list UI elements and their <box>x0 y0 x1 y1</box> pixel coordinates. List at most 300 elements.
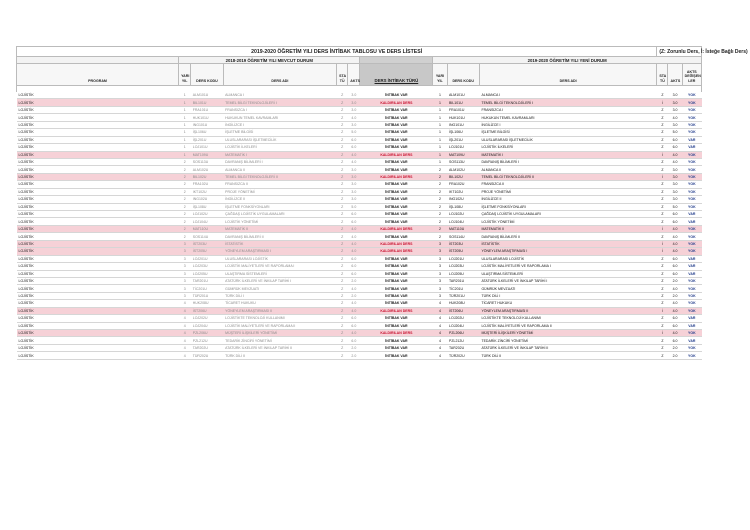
intibak-type-cell: KALDIRILAN DERS <box>360 307 433 314</box>
old-status-cell: Z <box>337 114 348 121</box>
program-cell: LOJİSTİK <box>17 136 179 143</box>
akts-changed-cell: YOK <box>682 203 701 210</box>
new-name-cell: LOJİSTİK MALİYETLERİ VE RAPORLAMA I <box>479 263 656 270</box>
table-row <box>17 344 702 351</box>
akts-changed-cell: VAR <box>682 136 701 143</box>
new-akts-cell: 6.0 <box>668 255 682 262</box>
program-cell: LOJİSTİK <box>17 277 179 284</box>
new-akts-cell: 3.0 <box>668 166 682 173</box>
new-code-cell: İŞL106U <box>447 129 479 136</box>
new-status-cell: Z <box>657 181 668 188</box>
old-name-cell: TİCARET HUKUKU <box>223 300 336 307</box>
new-status-cell: Z <box>657 129 668 136</box>
new-akts-cell: 3.0 <box>668 173 682 180</box>
new-semester-cell: 2 <box>433 166 447 173</box>
new-name-cell: İNGİLİZCE II <box>479 196 656 203</box>
table-row <box>17 292 702 299</box>
table-row <box>17 322 702 329</box>
new-name-cell: İSTATİSTİK <box>479 240 656 247</box>
table-row <box>17 330 702 337</box>
col-intibak-turu: DERS İNTİBAK TÜRÜ <box>360 64 433 86</box>
table-row <box>17 181 702 188</box>
akts-changed-cell: YOK <box>682 188 701 195</box>
new-akts-cell: 4.0 <box>668 300 682 307</box>
new-semester-cell: 3 <box>433 255 447 262</box>
new-name-cell: LOJİSTİK İLKELERİ <box>479 144 656 151</box>
old-name-cell: LOJİSTİK YÖNETİMİ <box>223 218 336 225</box>
new-semester-cell: 4 <box>433 352 447 359</box>
old-name-cell: ATATÜRK İLKELERİ VE İNKILAP TARİHİ II <box>223 344 336 351</box>
new-code-cell: FRA101U <box>447 106 479 113</box>
new-code-cell: HUK208U <box>447 300 479 307</box>
new-akts-cell: 4.0 <box>668 240 682 247</box>
new-status-cell: İ <box>657 151 668 158</box>
akts-changed-cell: VAR <box>682 211 701 218</box>
old-status-cell: Z <box>337 352 348 359</box>
intibak-type-cell: KALDIRILAN DERS <box>360 99 433 106</box>
intibak-type-cell: İNTİBAK VAR <box>360 181 433 188</box>
old-name-cell: MATEMATİK I <box>223 151 336 158</box>
new-name-cell: PROJE YÖNETİMİ <box>479 188 656 195</box>
table-row <box>17 263 702 270</box>
new-status-cell: Z <box>657 211 668 218</box>
new-code-cell: İŞL201U <box>447 136 479 143</box>
new-status-cell: Z <box>657 196 668 203</box>
new-akts-cell: 6.0 <box>668 218 682 225</box>
old-name-cell: YÖNEYLEM ARAŞTIRMASI II <box>223 307 336 314</box>
intibak-type-cell: İNTİBAK VAR <box>360 158 433 165</box>
old-name-cell: TÜRK DİLİ I <box>223 292 336 299</box>
intibak-type-cell: İNTİBAK VAR <box>360 114 433 121</box>
course-rows <box>17 92 702 360</box>
old-code-cell: MAT109U <box>191 151 223 158</box>
intibak-type-cell: İNTİBAK VAR <box>360 129 433 136</box>
old-akts-cell: 2.0 <box>348 352 360 359</box>
new-status-cell: Z <box>657 144 668 151</box>
new-akts-cell: 4.0 <box>668 158 682 165</box>
table-row <box>17 129 702 136</box>
table-row <box>17 218 702 225</box>
new-akts-cell: 4.0 <box>668 233 682 240</box>
old-semester-cell: 3 <box>179 263 191 270</box>
old-akts-cell: 6.0 <box>348 136 360 143</box>
program-cell: LOJİSTİK <box>17 173 179 180</box>
new-code-cell: PZL206U <box>447 330 479 337</box>
new-code-cell: ING101U <box>447 121 479 128</box>
old-name-cell: TEMEL BİLGİ TEKNOLOJİLERİ I <box>223 99 336 106</box>
old-semester-cell: 2 <box>179 225 191 232</box>
old-status-cell: Z <box>337 151 348 158</box>
new-name-cell: TEMEL BİLGİ TEKNOLOJİLERİ II <box>479 173 656 180</box>
new-code-cell: BIL101U <box>447 99 479 106</box>
new-code-cell: BIL102U <box>447 173 479 180</box>
table-row <box>17 106 702 113</box>
old-code-cell: IKT102U <box>191 188 223 195</box>
table-row <box>17 114 702 121</box>
old-name-cell: DAVRANIŞ BİLİMLERİ II <box>223 233 336 240</box>
akts-changed-cell: YOK <box>682 114 701 121</box>
old-status-cell: Z <box>337 270 348 277</box>
akts-changed-cell: VAR <box>682 263 701 270</box>
new-akts-cell: 3.0 <box>668 99 682 106</box>
new-semester-cell: 4 <box>433 315 447 322</box>
old-semester-cell: 2 <box>179 196 191 203</box>
new-name-cell: FRANSIZCA II <box>479 181 656 188</box>
old-akts-cell: 6.0 <box>348 322 360 329</box>
old-akts-cell: 2.0 <box>348 292 360 299</box>
old-semester-cell: 2 <box>179 181 191 188</box>
akts-changed-cell: VAR <box>682 322 701 329</box>
table-row <box>17 300 702 307</box>
old-status-cell: Z <box>337 233 348 240</box>
intibak-table <box>16 46 748 360</box>
new-code-cell: İST205U <box>447 248 479 255</box>
old-code-cell: HUK208U <box>191 300 223 307</box>
table-row <box>17 136 702 143</box>
new-akts-cell: 3.0 <box>668 121 682 128</box>
program-cell: LOJİSTİK <box>17 344 179 351</box>
new-akts-cell: 2.0 <box>668 277 682 284</box>
akts-changed-cell: YOK <box>682 106 701 113</box>
old-status-cell: Z <box>337 285 348 292</box>
akts-changed-cell: YOK <box>682 330 701 337</box>
table-row <box>17 352 702 359</box>
new-code-cell: SOS113U <box>447 158 479 165</box>
old-status-cell: Z <box>337 307 348 314</box>
new-semester-cell: 4 <box>433 307 447 314</box>
old-code-cell: HUK101U <box>191 114 223 121</box>
new-name-cell: TEMEL BİLGİ TEKNOLOJİLERİ I <box>479 99 656 106</box>
akts-changed-cell: YOK <box>682 292 701 299</box>
legend-note: (Z: Zorunlu Ders, İ: İsteğe Bağlı Ders) <box>657 47 702 57</box>
new-akts-cell: 6.0 <box>668 337 682 344</box>
new-name-cell: İŞLETME BİLGİSİ <box>479 129 656 136</box>
new-status-cell: İ <box>657 248 668 255</box>
old-semester-cell: 1 <box>179 151 191 158</box>
old-semester-cell: 1 <box>179 99 191 106</box>
old-akts-cell: 2.0 <box>348 277 360 284</box>
table-row <box>17 277 702 284</box>
col-akts-degisen: AKTS DEĞİŞEN LER <box>682 64 701 86</box>
program-cell: LOJİSTİK <box>17 300 179 307</box>
table-row <box>17 196 702 203</box>
new-akts-cell: 6.0 <box>668 322 682 329</box>
old-name-cell: LOJİSTİKTE TEKNOLOJİ KULLANIMI <box>223 315 336 322</box>
old-status-cell: Z <box>337 181 348 188</box>
old-code-cell: LOJ102U <box>191 211 223 218</box>
old-code-cell: ING102U <box>191 196 223 203</box>
old-semester-cell: 3 <box>179 292 191 299</box>
old-status-cell: Z <box>337 196 348 203</box>
akts-changed-cell: YOK <box>682 248 701 255</box>
table-row <box>17 255 702 262</box>
new-semester-cell: 1 <box>433 151 447 158</box>
old-semester-cell: 2 <box>179 203 191 210</box>
table-row <box>17 203 702 210</box>
old-semester-cell: 4 <box>179 307 191 314</box>
new-name-cell: İNGİLİZCE I <box>479 121 656 128</box>
new-code-cell: ALM101U <box>447 92 479 99</box>
new-semester-cell: 1 <box>433 136 447 143</box>
old-semester-cell: 4 <box>179 322 191 329</box>
old-akts-cell: 3.0 <box>348 92 360 99</box>
old-semester-cell: 3 <box>179 277 191 284</box>
new-akts-cell: 4.0 <box>668 114 682 121</box>
old-status-cell: Z <box>337 121 348 128</box>
old-name-cell: ALMANCA I <box>223 92 336 99</box>
old-name-cell: İSTATİSTİK <box>223 240 336 247</box>
old-name-cell: LOJİSTİK İLKELERİ <box>223 144 336 151</box>
new-status-cell: Z <box>657 315 668 322</box>
old-section-header: 2018-2019 ÖĞRETİM YILI MEVCUT DURUM <box>179 57 360 64</box>
akts-changed-cell: YOK <box>682 285 701 292</box>
old-semester-cell: 1 <box>179 92 191 99</box>
new-name-cell: DAVRANIŞ BİLİMLERİ II <box>479 233 656 240</box>
old-status-cell: Z <box>337 92 348 99</box>
new-status-cell: Z <box>657 263 668 270</box>
old-code-cell: MAT110U <box>191 225 223 232</box>
new-status-cell: Z <box>657 188 668 195</box>
program-cell: LOJİSTİK <box>17 181 179 188</box>
old-status-cell: Z <box>337 211 348 218</box>
akts-changed-cell: VAR <box>682 315 701 322</box>
new-name-cell: MATEMATİK I <box>479 151 656 158</box>
akts-changed-cell: VAR <box>682 144 701 151</box>
new-code-cell: ALM102U <box>447 166 479 173</box>
new-status-cell: Z <box>657 218 668 225</box>
new-section-header: 2019-2020 ÖĞRETİM YILI YENİ DURUM <box>433 57 702 64</box>
new-name-cell: TİCARET HUKUKU <box>479 300 656 307</box>
new-semester-cell: 3 <box>433 270 447 277</box>
col-akts: AKTS <box>348 64 360 86</box>
new-name-cell: TÜRK DİLİ II <box>479 352 656 359</box>
new-code-cell: MAT110U <box>447 225 479 232</box>
new-status-cell: Z <box>657 344 668 351</box>
old-name-cell: HUKUKUN TEMEL KAVRAMLARI <box>223 114 336 121</box>
akts-changed-cell: VAR <box>682 255 701 262</box>
new-name-cell: LOJİSTİK YÖNETİMİ <box>479 218 656 225</box>
new-akts-cell: 6.0 <box>668 144 682 151</box>
program-cell: LOJİSTİK <box>17 166 179 173</box>
old-name-cell: PROJE YÖNETİMİ <box>223 188 336 195</box>
new-name-cell: GÜMRÜK MEVZUATI <box>479 285 656 292</box>
old-akts-cell: 3.0 <box>348 181 360 188</box>
document-title: 2019-2020 ÖĞRETİM YILI DERS İNTİBAK TABLOSU VE DERS LİSTESİ <box>17 47 657 57</box>
program-cell: LOJİSTİK <box>17 106 179 113</box>
old-name-cell: ULUSLARARASI LOJİSTİK <box>223 255 336 262</box>
table-row <box>17 270 702 277</box>
old-code-cell: LOJ203U <box>191 263 223 270</box>
old-status-cell: Z <box>337 144 348 151</box>
intibak-type-cell: İNTİBAK VAR <box>360 255 433 262</box>
old-semester-cell: 4 <box>179 315 191 322</box>
new-akts-cell: 5.0 <box>668 129 682 136</box>
old-semester-cell: 1 <box>179 129 191 136</box>
new-status-cell: Z <box>657 337 668 344</box>
new-semester-cell: 3 <box>433 248 447 255</box>
new-status-cell: Z <box>657 158 668 165</box>
new-akts-cell: 4.0 <box>668 307 682 314</box>
program-cell: LOJİSTİK <box>17 158 179 165</box>
old-semester-cell: 1 <box>179 144 191 151</box>
akts-changed-cell: YOK <box>682 277 701 284</box>
new-name-cell: ULUSLARARASI İŞLETMECİLİK <box>479 136 656 143</box>
old-akts-cell: 6.0 <box>348 315 360 322</box>
old-semester-cell: 3 <box>179 255 191 262</box>
old-status-cell: Z <box>337 292 348 299</box>
old-name-cell: GÜMRÜK MEVZUATI <box>223 285 336 292</box>
new-akts-cell: 3.0 <box>668 92 682 99</box>
col-new-ders-adi: DERS ADI <box>479 64 656 86</box>
col-new-yariyil: YARI YIL <box>433 64 447 86</box>
program-cell: LOJİSTİK <box>17 225 179 232</box>
old-semester-cell: 1 <box>179 136 191 143</box>
new-status-cell: İ <box>657 225 668 232</box>
akts-changed-cell: VAR <box>682 270 701 277</box>
old-name-cell: DAVRANIŞ BİLİMLERİ I <box>223 158 336 165</box>
intibak-type-cell: İNTİBAK VAR <box>360 233 433 240</box>
intibak-type-cell: İNTİBAK VAR <box>360 270 433 277</box>
old-name-cell: ATATÜRK İLKELERİ VE İNKILAP TARİHİ I <box>223 277 336 284</box>
table-row <box>17 121 702 128</box>
new-semester-cell: 3 <box>433 240 447 247</box>
old-akts-cell: 4.0 <box>348 158 360 165</box>
intibak-type-cell: İNTİBAK VAR <box>360 203 433 210</box>
new-semester-cell: 1 <box>433 92 447 99</box>
akts-changed-cell: YOK <box>682 121 701 128</box>
old-akts-cell: 6.0 <box>348 144 360 151</box>
program-cell: LOJİSTİK <box>17 263 179 270</box>
old-code-cell: FRA102U <box>191 181 223 188</box>
old-status-cell: Z <box>337 330 348 337</box>
new-name-cell: ULAŞTIRMA SİSTEMLERİ <box>479 270 656 277</box>
old-status-cell: Z <box>337 188 348 195</box>
old-code-cell: SOS113U <box>191 158 223 165</box>
old-semester-cell: 2 <box>179 188 191 195</box>
new-code-cell: TÜR202U <box>447 352 479 359</box>
intibak-type-cell: İNTİBAK VAR <box>360 285 433 292</box>
new-akts-cell: 3.0 <box>668 181 682 188</box>
new-semester-cell: 2 <box>433 188 447 195</box>
program-cell: LOJİSTİK <box>17 248 179 255</box>
new-semester-cell: 3 <box>433 292 447 299</box>
new-akts-cell: 6.0 <box>668 263 682 270</box>
program-cell: LOJİSTİK <box>17 285 179 292</box>
new-akts-cell: 3.0 <box>668 106 682 113</box>
old-code-cell: TİC201U <box>191 285 223 292</box>
intibak-type-cell: İNTİBAK VAR <box>360 218 433 225</box>
new-semester-cell: 1 <box>433 99 447 106</box>
old-code-cell: SOS114U <box>191 233 223 240</box>
program-cell: LOJİSTİK <box>17 144 179 151</box>
intibak-type-cell: KALDIRILAN DERS <box>360 225 433 232</box>
intibak-type-cell: İNTİBAK VAR <box>360 121 433 128</box>
new-name-cell: LOJİSTİKTE TEKNOLOJİ KULLANIMI <box>479 315 656 322</box>
akts-changed-cell: YOK <box>682 196 701 203</box>
table-row <box>17 315 702 322</box>
intibak-type-cell: KALDIRILAN DERS <box>360 151 433 158</box>
intibak-type-cell: İNTİBAK VAR <box>360 322 433 329</box>
old-code-cell: LOJ201U <box>191 255 223 262</box>
new-name-cell: MATEMATİK II <box>479 225 656 232</box>
new-status-cell: Z <box>657 166 668 173</box>
intibak-sheet <box>16 46 748 360</box>
old-name-cell: TÜRK DİLİ II <box>223 352 336 359</box>
old-semester-cell: 3 <box>179 240 191 247</box>
old-semester-cell: 2 <box>179 218 191 225</box>
old-status-cell: Z <box>337 99 348 106</box>
old-name-cell: LOJİSTİK MALİYETLERİ VE RAPORLAMA I <box>223 263 336 270</box>
old-code-cell: BIL102U <box>191 173 223 180</box>
new-akts-cell: 2.0 <box>668 344 682 351</box>
old-code-cell: TÜR202U <box>191 352 223 359</box>
old-semester-cell: 4 <box>179 300 191 307</box>
intibak-type-cell: İNTİBAK VAR <box>360 292 433 299</box>
akts-changed-cell: YOK <box>682 166 701 173</box>
old-name-cell: MÜŞTERİ İLİŞKİLERİ YÖNETİMİ <box>223 330 336 337</box>
old-name-cell: ULUSLARARASI İŞLETMECİLİK <box>223 136 336 143</box>
old-code-cell: İŞL108U <box>191 203 223 210</box>
new-code-cell: İŞL108U <box>447 203 479 210</box>
new-name-cell: MÜŞTERİ İLİŞKİLERİ YÖNETİMİ <box>479 330 656 337</box>
old-code-cell: İST206U <box>191 307 223 314</box>
old-status-cell: Z <box>337 337 348 344</box>
old-akts-cell: 4.0 <box>348 240 360 247</box>
table-row <box>17 99 702 106</box>
new-code-cell: PZL212U <box>447 337 479 344</box>
old-akts-cell: 3.0 <box>348 121 360 128</box>
old-semester-cell: 1 <box>179 106 191 113</box>
new-semester-cell: 1 <box>433 121 447 128</box>
old-code-cell: PZL206U <box>191 330 223 337</box>
new-status-cell: Z <box>657 277 668 284</box>
new-status-cell: Z <box>657 92 668 99</box>
new-code-cell: LOJ202U <box>447 315 479 322</box>
program-cell: LOJİSTİK <box>17 203 179 210</box>
old-semester-cell: 2 <box>179 233 191 240</box>
new-akts-cell: 6.0 <box>668 211 682 218</box>
new-status-cell: Z <box>657 255 668 262</box>
akts-changed-cell: YOK <box>682 307 701 314</box>
old-code-cell: ALM102U <box>191 166 223 173</box>
old-name-cell: İŞLETME FONKSİYONLARI <box>223 203 336 210</box>
new-semester-cell: 1 <box>433 144 447 151</box>
new-status-cell: Z <box>657 121 668 128</box>
old-status-cell: Z <box>337 129 348 136</box>
old-code-cell: PZL212U <box>191 337 223 344</box>
old-code-cell: TAR201U <box>191 277 223 284</box>
new-status-cell: İ <box>657 240 668 247</box>
old-status-cell: Z <box>337 158 348 165</box>
table-row <box>17 92 702 99</box>
program-cell: LOJİSTİK <box>17 270 179 277</box>
program-cell: LOJİSTİK <box>17 188 179 195</box>
old-akts-cell: 5.0 <box>348 203 360 210</box>
table-row <box>17 240 702 247</box>
program-cell: LOJİSTİK <box>17 196 179 203</box>
new-semester-cell: 1 <box>433 114 447 121</box>
intibak-type-cell: İNTİBAK VAR <box>360 106 433 113</box>
akts-changed-cell: VAR <box>682 218 701 225</box>
intibak-type-cell: KALDIRILAN DERS <box>360 330 433 337</box>
new-code-cell: HUK101U <box>447 114 479 121</box>
new-name-cell: ALMANCA I <box>479 92 656 99</box>
program-cell: LOJİSTİK <box>17 151 179 158</box>
new-akts-cell: 3.0 <box>668 188 682 195</box>
intibak-type-cell: İNTİBAK VAR <box>360 315 433 322</box>
new-name-cell: ÇAĞDAŞ LOJİSTİK UYGULAMALARI <box>479 211 656 218</box>
new-code-cell: LOJ204U <box>447 322 479 329</box>
